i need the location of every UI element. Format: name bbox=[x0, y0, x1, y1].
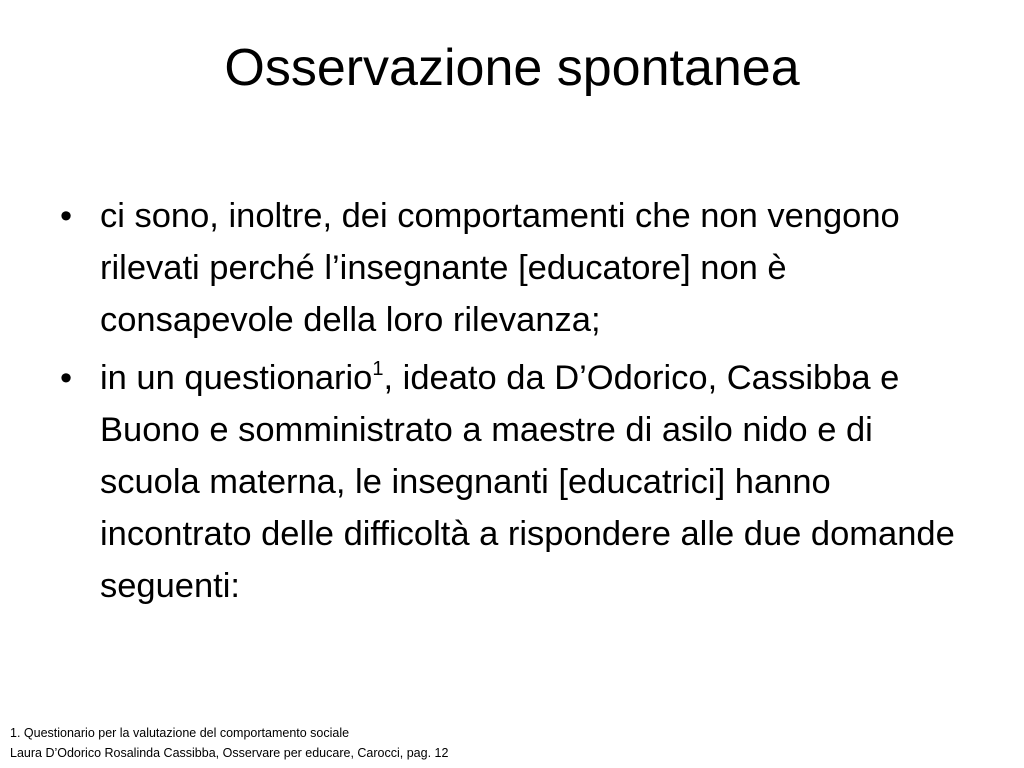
bullet-item-2 bbox=[60, 352, 980, 612]
bullet-symbol: • bbox=[60, 197, 73, 235]
bullet-text: in un questionario bbox=[100, 359, 373, 397]
footnote-2: Laura D’Odorico Rosalinda Cassibba, Osservare per educare, Carocci, pag. 12 bbox=[10, 746, 449, 760]
slide-title: Osservazione spontanea bbox=[224, 39, 800, 97]
footnote-1: 1. Questionario per la valutazione del comportamento sociale bbox=[10, 726, 350, 740]
bullet-item-1 bbox=[60, 190, 980, 346]
bullet-text-continued: , ideato da D’Odorico, Cassibba e Buono e somministrato a maestre di asilo nido e di scuola materna, le insegnanti [educatrici] hanno incontrato delle difficoltà a rispondere alle due domande seguenti: bbox=[100, 359, 955, 605]
bullet-list bbox=[60, 190, 980, 618]
footnote-marker: 1 bbox=[372, 357, 384, 380]
bullet-text: ci sono, inoltre, dei comportamenti che non vengono rilevati perché l’insegnante [educatore] non è consapevole della loro rilevanza; bbox=[100, 197, 900, 339]
bullet-symbol: • bbox=[60, 359, 73, 397]
